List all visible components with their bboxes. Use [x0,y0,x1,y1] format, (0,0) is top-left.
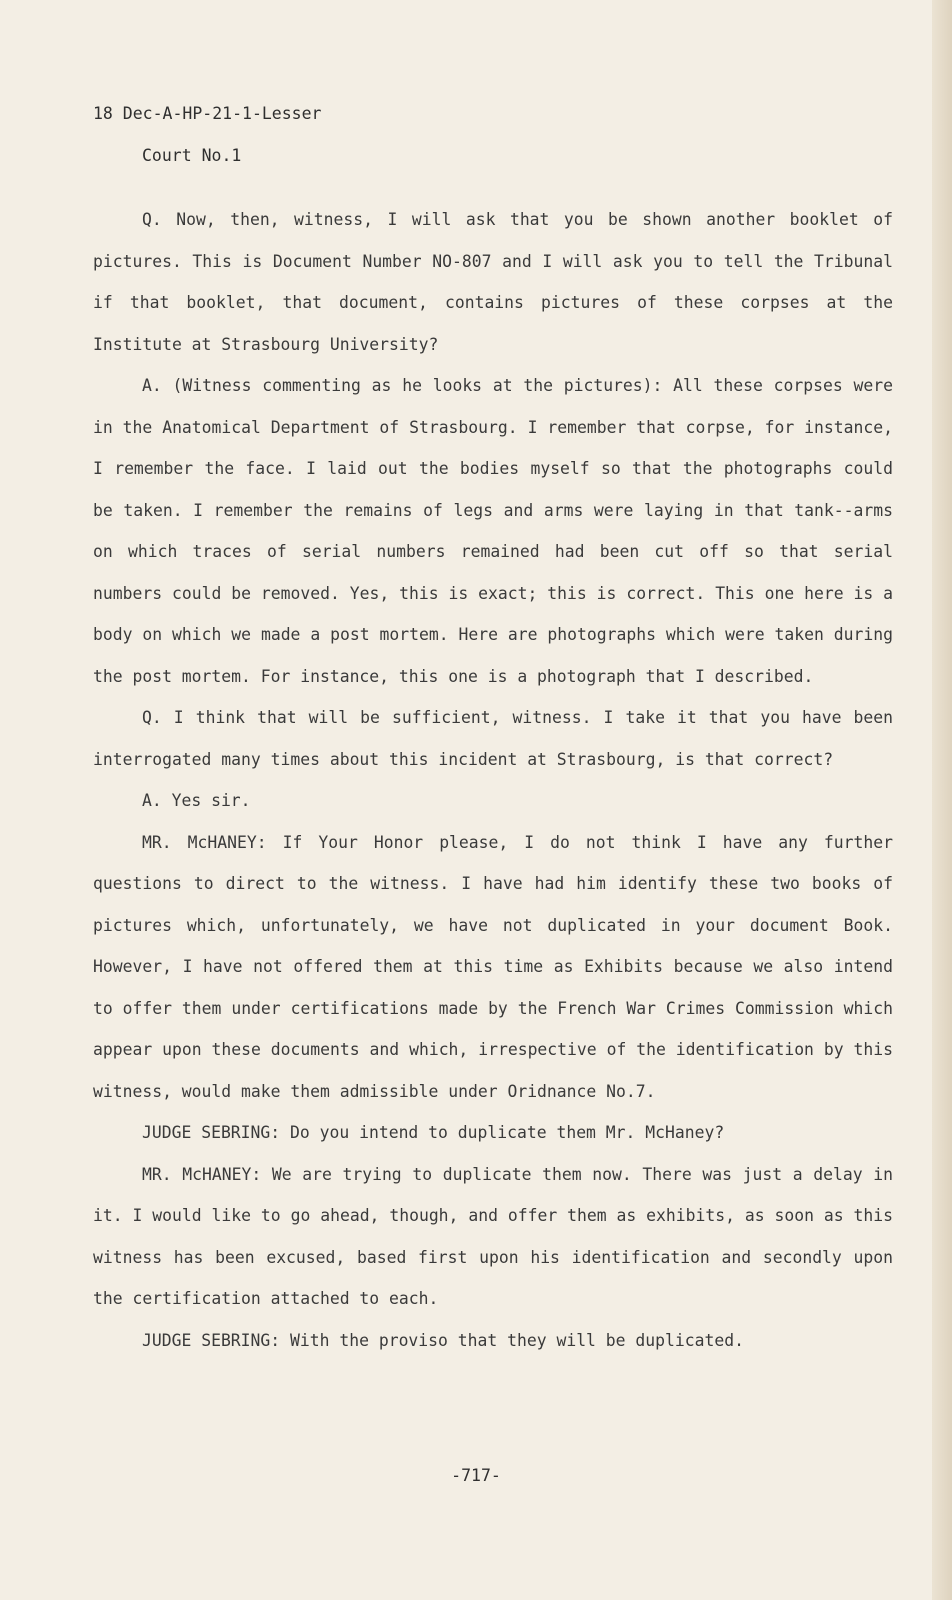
page-edge-shadow [932,0,952,1600]
transcript-paragraph: A. Yes sir. [142,791,251,810]
transcript-paragraph: MR. McHANEY: We are trying to duplicate them now. There was just a delay in it. I would like to go ahead, though, and offer them as exhibits, as soon as this witness has been excused, based first upon his identification and secondly upon the certification attached to each. [93,1164,893,1308]
transcript-paragraph: Q. I think that will be sufficient, witness. I take it that you have been interrogated many times about this incident at Strasbourg, is that correct? [93,708,893,769]
document-header: 18 Dec-A-HP-21-1-Lesser [93,104,322,123]
transcript-paragraph: Q. Now, then, witness, I will ask that you be shown another booklet of pictures. This is Document Number NO-807 and I will ask you to tell the Tribunal if that booklet, that document, contains pictures of these corpses at the Institute at Strasbourg University? [93,210,893,354]
transcript-body [93,199,893,1361]
transcript-paragraph: MR. McHANEY: If Your Honor please, I do not think I have any further questions to direct to the witness. I have had him identify these two books of pictures which, unfortunately, we have not duplicated in your document Book. However, I have not offered them at this time as Exhibits because we also intend to offer them under certifications made by the French War Crimes Commission which appear upon these documents and which, irrespective of the identification by this witness, would make them admissible under Oridnance No.7. [93,832,893,1101]
transcript-paragraph: JUDGE SEBRING: With the proviso that they will be duplicated. [142,1330,744,1350]
transcript-paragraph: JUDGE SEBRING: Do you intend to duplicate them Mr. McHaney? [142,1123,725,1142]
court-label: Court No.1 [142,146,242,165]
page-number: -717- [451,1466,501,1485]
transcript-paragraph: A. (Witness commenting as he looks at the pictures): All these corpses were in the Anatomical Department of Strasbourg. I remember that corpse, for instance, I remember the face. I laid out the bodies myself so that the photographs could be taken. I remember the remains of legs and arms were laying in that tank--arms on which traces of serial numbers remained had been cut off so that serial numbers could be removed. Yes, this is exact; this is correct. This one here is a body on which we made a post mortem. Here are photographs which were taken during the post mortem. For instance, this one is a photograph that I described. [93,376,893,686]
